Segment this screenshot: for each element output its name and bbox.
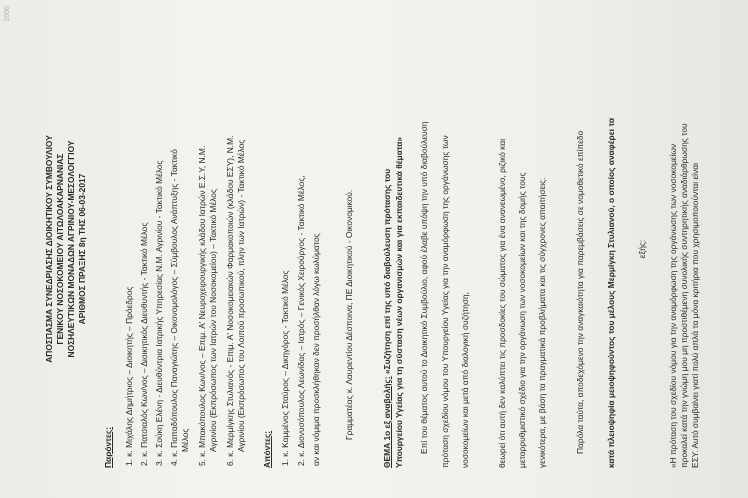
present-item: 5. κ. Μπακόπουλος Κων/νος – Επιμ. Α' Νευροχειρουργικής κλάδου Ιατρών Ε.Σ.Υ, Ν.Μ. xyxy=(197,145,207,466)
absent-item: 1. κ. Καμμένος Σταύρος – Δικηγόρος - Τακτικό Μέλος xyxy=(280,270,290,466)
body-line: Επί του θέματος αυτού το Διοικητικό Συμβούλιο, αφού έλαβε υπόψη την υπό διαβούλευση xyxy=(419,121,429,454)
topic-label: ΘΕΜΑ 1ο εξ αναβολής: xyxy=(382,376,392,468)
topic-heading xyxy=(382,169,392,468)
body-line: εξής: xyxy=(637,239,647,259)
body-line: Παρόλα ταύτα, αποδεχόμενο την αναγκαιότητα για παρεμβάσεις σε νομοθετικό επίπεδο xyxy=(575,130,585,454)
present-item: 4. κ. Παπαδόπουλος Παναγιώτης – Οικονομολόγος – Σύμβουλος Ανάπτυξης - Τακτικό xyxy=(169,149,179,466)
header-line-1: ΑΠΟΣΠΑΣΜΑ ΣΥΝΕΔΡΙΑΣΗΣ ΔΙΟΙΚΗΤΙΚΟΥ ΣΥΜΒΟΥΛΙΟΥ xyxy=(44,135,54,363)
present-item: 1. κ. Μιχάλης Δημήτριος – Διοικητής – Πρόεδρος xyxy=(124,286,134,466)
body-line: μεταρρυθμιστικό σχέδιο για την οργάνωση των νοσοκομείων και της δομής τους xyxy=(517,172,527,468)
absent-note: αν και νόμιμα προσκλήθηκαν δεν προσήλθαν λόγω κωλύματος xyxy=(311,233,321,466)
topic-text-cont: Υπουργείου Υγείας για τη σύσταση νέων οργανισμών και για εκπαιδευτικά θέματα» xyxy=(394,136,404,468)
topic-text: «Συζήτηση επί της υπό διαβούλευση πρότασης του xyxy=(382,168,392,374)
present-item: 3. κ. Σούκη Ελένη - Διευθύντρια Ιατρικής Υπηρεσίας Ν.Μ. Αγρινίου - Τακτικό Μέλος xyxy=(154,160,164,466)
present-item: 2. κ. Πατσιαλός Κων/νος – Διοικητικός Διευθυντής - Τακτικό Μέλος xyxy=(139,222,149,466)
body-line: προκαλεί κατά την γνώμη μου μη προστιθέμενη συνολικής συντηρητικής αναδιάρθρωσης του xyxy=(679,123,689,468)
absent-item: 2. κ. Διονυσόπουλος Λεωνίδας – Ιατρός – Γενικός Χειρούργος - Τακτικό Μέλος, xyxy=(296,175,306,466)
present-item-cont: Αγρινίου (Εκπρόσωπος του Λοιπού προσωπικού, πλην των Ιατρών) - Τακτικό Μέλος xyxy=(236,139,246,452)
body-line: «Η πρόταση του σχεδίου νόμου για την αναμόρφωση της οργάνωσης των νοσοκομείων xyxy=(668,143,678,468)
header-line-3: ΝΟΣΗΛΕΥΤΙΚΩΝ ΜΟΝΑΔΩΝ ΑΓΡΙΝΙΟΥ-ΜΕΣΟΛΟΓΓΙΟΥ xyxy=(66,140,76,358)
present-heading: Παρόντες: xyxy=(103,426,113,468)
body-line: νοσοκομείων και μετά από διαλογική συζήτηση, xyxy=(460,292,470,468)
present-item-cont: Μέλος xyxy=(180,428,190,452)
body-line: θεωρεί ότι αυτή δεν καλύπτει τις προσδοκίες του σώματος για ένα ανανεωμένο, ριζικό και xyxy=(497,138,507,468)
absent-heading: Απόντες: xyxy=(262,430,272,468)
body-line: κατά πλειοψηφία μειοψηφούντος του μέλους Μερμίγκη Στυλιανού, ο οποίος αναφέρει τα xyxy=(606,118,616,468)
present-item: 6. κ. Μερμίγκης Στυλιανός - Επιμ. Α' Νοσοκομειακών Φαρμακοποιών (κλάδου ΕΣΥ), Ν.Μ. xyxy=(225,135,235,466)
body-line: πρόταση σχεδίου νόμου του Υπουργείου Υγείας για την αναμόρφωση της οργάνωσης των xyxy=(440,135,450,468)
secretary-line: Γραμματέας κ. Λαυρεντίου Δέσποινα, ΠΕ Διοικητικού - Οικονομικού. xyxy=(344,189,354,440)
body-line: ΕΣΥ. Αυτό συμβαίνει γιατί πολύ απλά τα μόνα κριτήρια που χρησιμοποιούνται είναι xyxy=(690,163,700,468)
header-line-2: ΓΕΝΙΚΟΥ ΝΟΣΟΚΟΜΕΙΟΥ ΑΙΤΩΛΟΑΚΑΡΝΑΝΙΑΣ xyxy=(55,153,65,345)
header-line-4: ΑΡΙΘΜΟΣ ΠΡΑΞΗΣ 8η ΤΗΣ 06-03-2017 xyxy=(77,173,87,325)
body-line: γενικότερα, με βάση τα πραγματικά προβλήματα και τις σύγχρονες απαιτήσεις. xyxy=(537,177,547,468)
page-stamp: 2006 xyxy=(4,6,11,22)
present-item-cont: Αγρινίου (Εκπρόσωπος των Ιατρών του Νοσοκομείου) – Τακτικό Μέλος xyxy=(208,189,218,452)
